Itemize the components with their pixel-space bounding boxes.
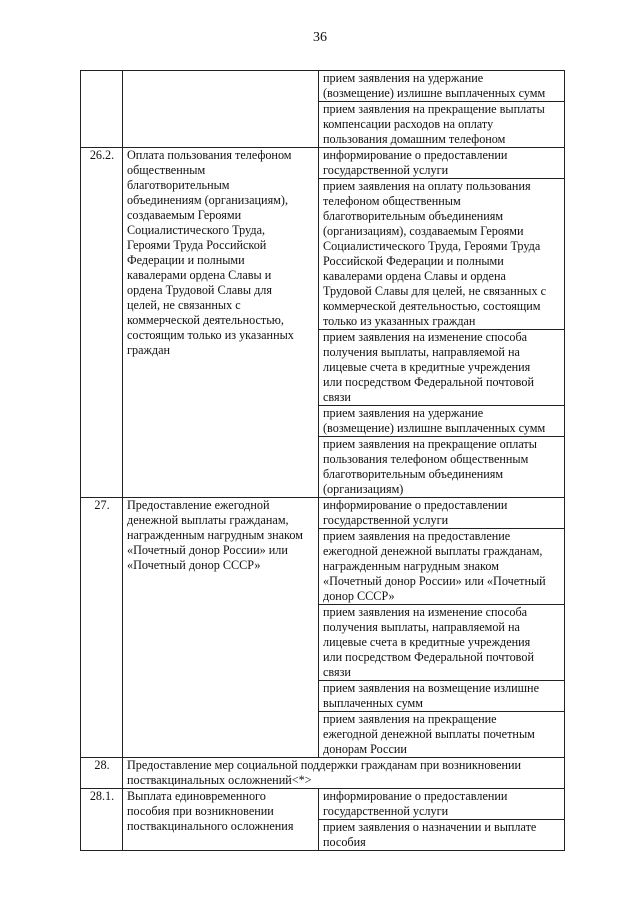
step-cell: прием заявления на прекращение ежегодной денежной выплаты почетным донорам России bbox=[319, 712, 565, 758]
step-cell: прием заявления на изменение способа получения выплаты, направляемой на лицевые счета в кредитные учреждения или посредством Федеральной почтовой связи bbox=[319, 605, 565, 681]
row-number: 28. bbox=[81, 758, 123, 789]
step-cell: прием заявления на изменение способа получения выплаты, направляемой на лицевые счета в кредитные учреждения или посредством Федеральной почтовой связи bbox=[319, 330, 565, 406]
step-cell: прием заявления на оплату пользования телефоном общественным благотворительным объединениям (организациям), создаваемым Героями Социалистического Труда, Героями Труда Российской Федерации и полными кавалерами ордена Славы и ордена Трудовой Славы для целей, не связанных с коммерческой деятельностью, состоящим только из указанных граждан bbox=[319, 179, 565, 330]
step-cell: информирование о предоставлении государственной услуги bbox=[319, 498, 565, 529]
service-name: Выплата единовременного пособия при возникновении поствакцинального осложнения bbox=[123, 789, 319, 851]
service-name-cell bbox=[123, 71, 319, 148]
row-number: 26.2. bbox=[81, 148, 123, 498]
table-row bbox=[81, 789, 565, 820]
step-cell: прием заявления о назначении и выплате пособия bbox=[319, 820, 565, 851]
step-cell: прием заявления на удержание (возмещение) излишне выплаченных сумм bbox=[319, 71, 565, 102]
services-table bbox=[80, 70, 565, 851]
service-name: Предоставление ежегодной денежной выплаты гражданам, награжденным нагрудным знаком «Почетный донор России» или «Почетный донор СССР» bbox=[123, 498, 319, 758]
row-number: 28.1. bbox=[81, 789, 123, 851]
step-cell: прием заявления на предоставление ежегодной денежной выплаты гражданам, награжденным нагрудным знаком «Почетный донор России» или «Почетный донор СССР» bbox=[319, 529, 565, 605]
table-row bbox=[81, 148, 565, 179]
step-cell: информирование о предоставлении государственной услуги bbox=[319, 148, 565, 179]
row-number: 27. bbox=[81, 498, 123, 758]
row-number-cell bbox=[81, 71, 123, 148]
step-cell: прием заявления на возмещение излишне выплаченных сумм bbox=[319, 681, 565, 712]
step-cell: прием заявления на прекращение выплаты компенсации расходов на оплату пользования домашним телефоном bbox=[319, 102, 565, 148]
page-number: 36 bbox=[313, 30, 327, 45]
step-cell: прием заявления на удержание (возмещение) излишне выплаченных сумм bbox=[319, 406, 565, 437]
service-name: Оплата пользования телефоном общественным благотворительным объединениям (организациям), создаваемым Героями Социалистического Труда, Героями Труда Российской Федерации и полными кавалерами ордена Славы и ордена Трудовой Славы для целей, не связанных с коммерческой деятельностью, состоящим только из указанных граждан bbox=[123, 148, 319, 498]
table-row bbox=[81, 758, 565, 789]
step-cell: информирование о предоставлении государственной услуги bbox=[319, 789, 565, 820]
service-name: Предоставление мер социальной поддержки гражданам при возникновении поствакцинальных осложнений<*> bbox=[123, 758, 565, 789]
table-row bbox=[81, 71, 565, 102]
table-row bbox=[81, 498, 565, 529]
step-cell: прием заявления на прекращение оплаты пользования телефоном общественным благотворительным объединениям (организациям) bbox=[319, 437, 565, 498]
